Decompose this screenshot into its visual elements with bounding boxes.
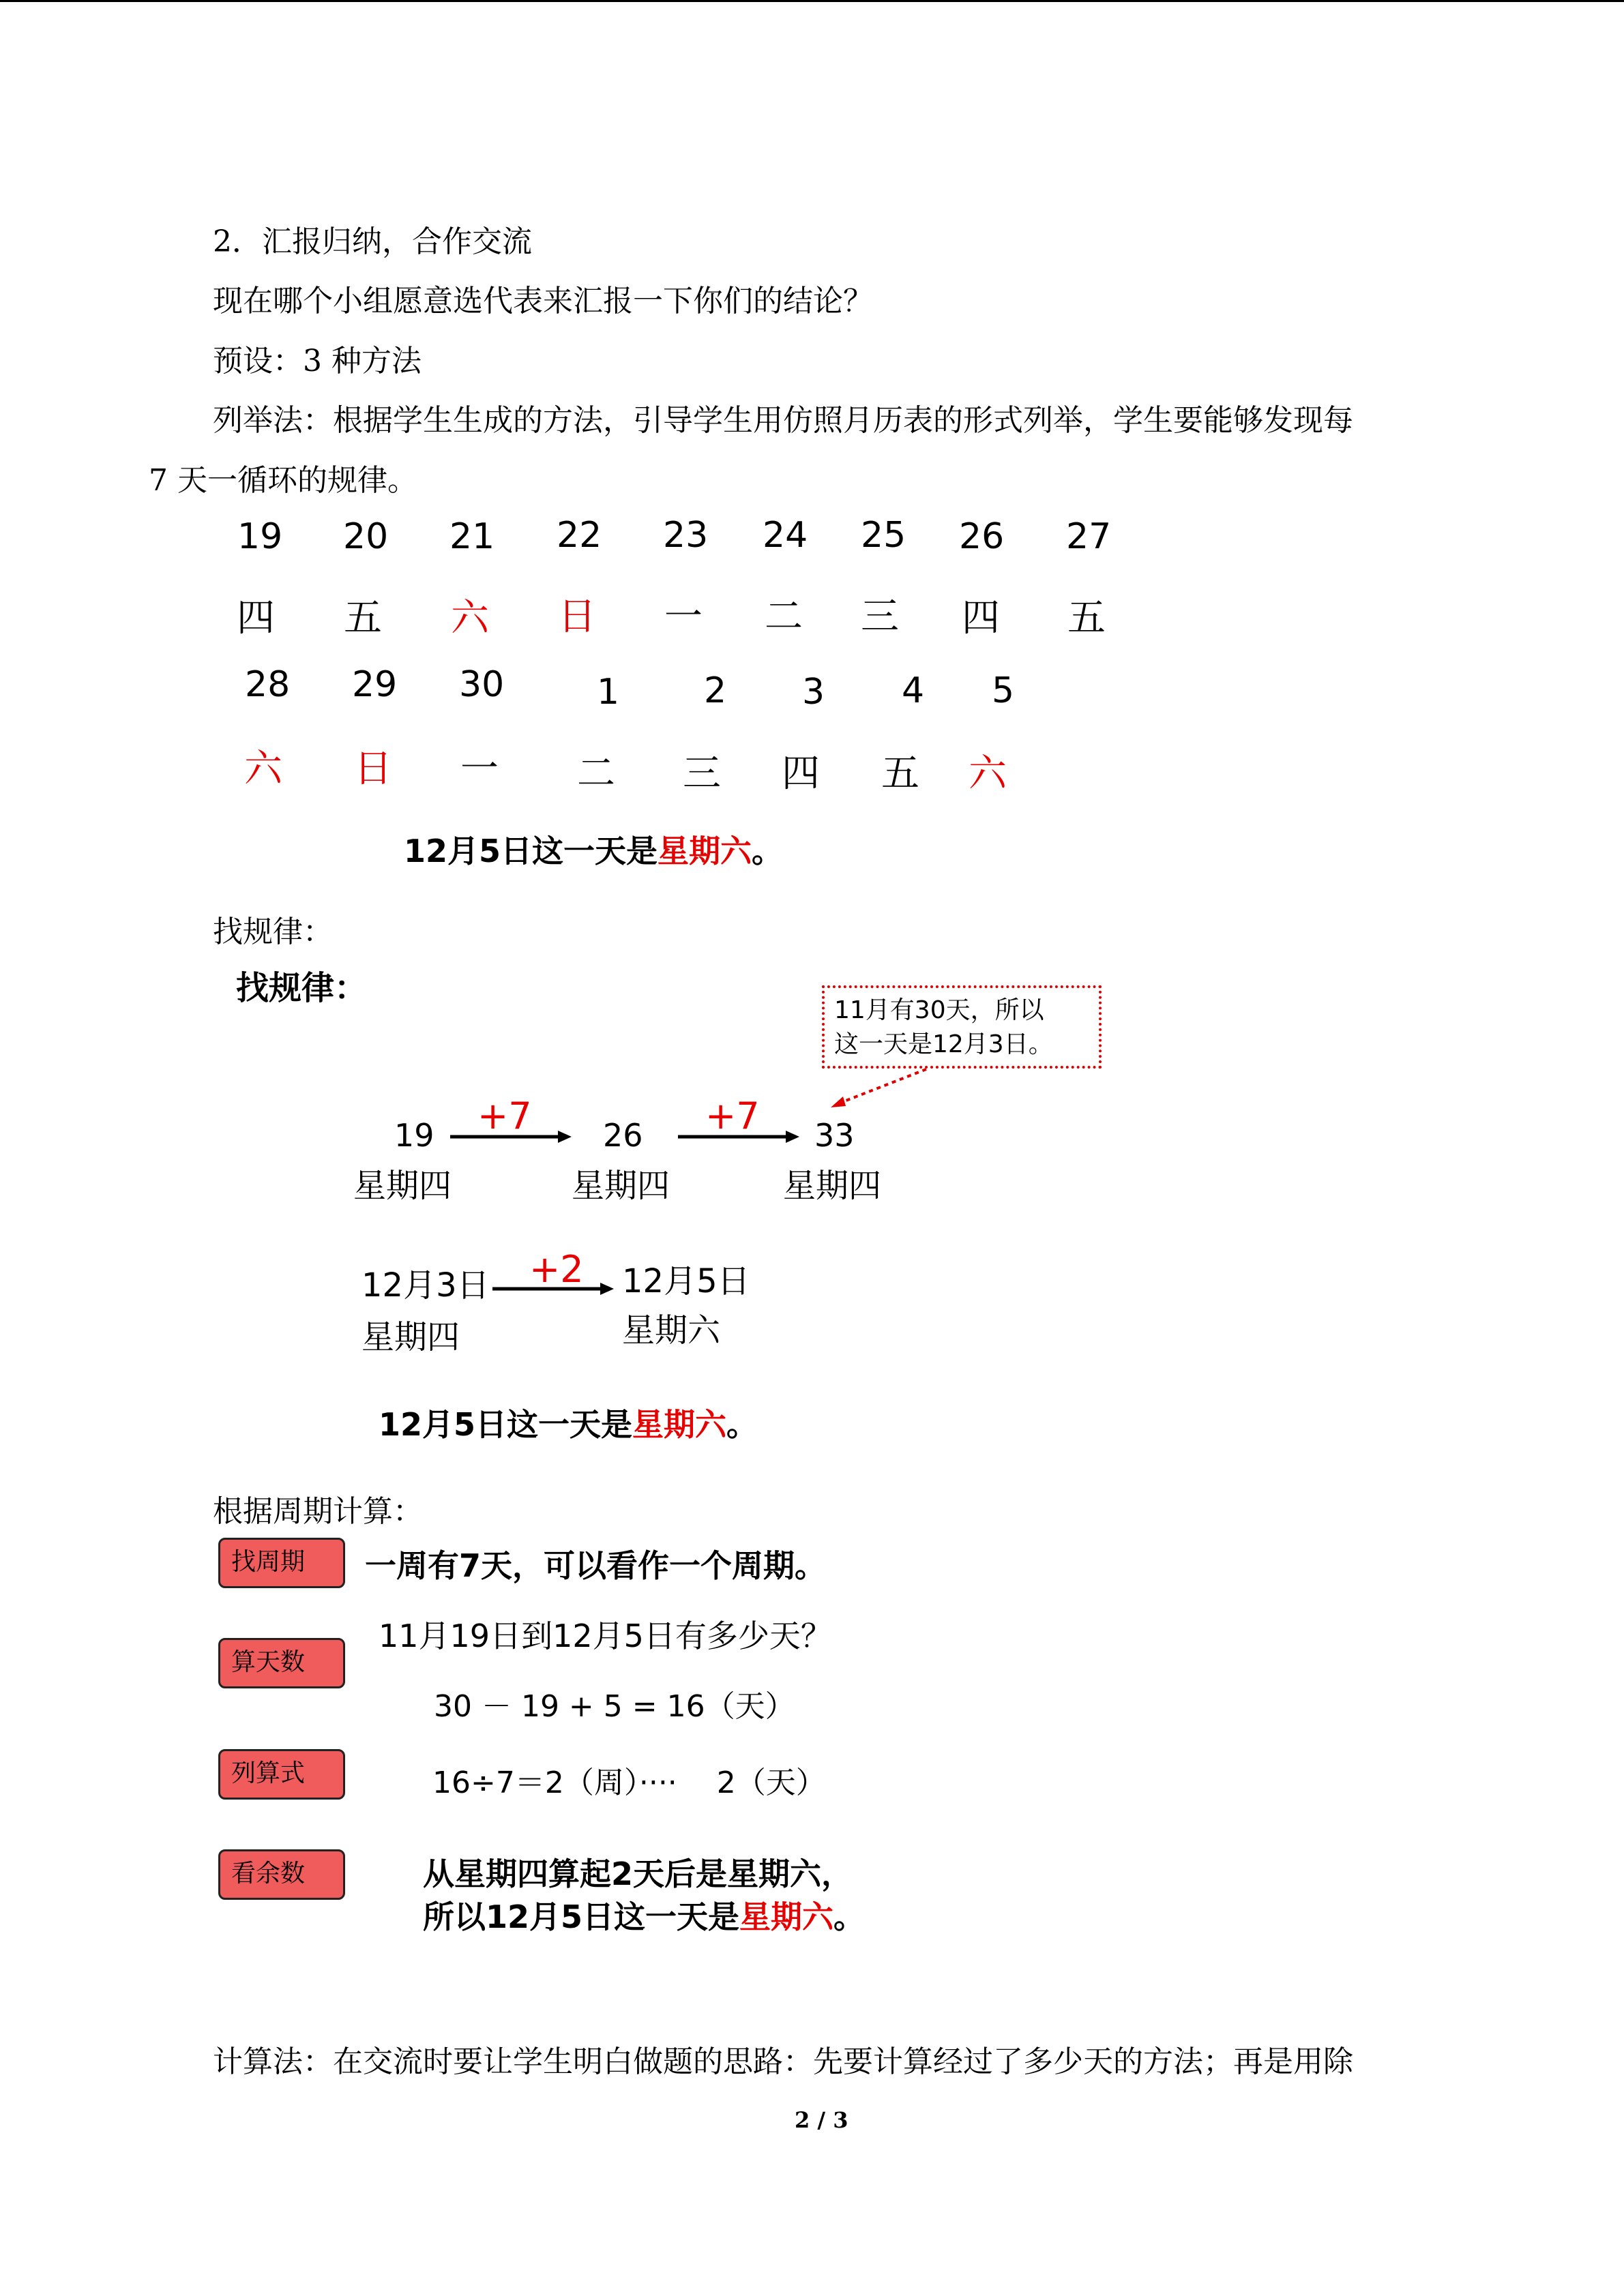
preset-text: 预设：3 种方法 [213,344,422,378]
calendar-weekday: 二 [577,751,615,796]
calendar-day: 2 [704,670,727,711]
chain2-plus: +2 [529,1248,584,1291]
conclusion-1 [404,826,783,871]
step-tag-count-days: 算天数 [218,1638,345,1688]
calendar-day: 29 [352,664,398,705]
calendar-weekday: 五 [344,596,382,640]
calendar-weekday-weekend: 六 [244,747,282,791]
calendar-day: 26 [959,516,1005,557]
conclusion-2-answer: 星期六 [632,1406,727,1443]
note-line-1: 11月有30天，所以 [834,996,1044,1024]
calendar-day: 27 [1066,516,1112,557]
step-tag-write-formula: 列算式 [218,1749,345,1800]
calendar-weekday: 四 [782,751,820,796]
pattern-label-big: 找规律： [236,969,368,1007]
step-text-4a: 从星期四算起2天后是星期六， [423,1855,853,1892]
calendar-day: 25 [861,515,906,556]
chain-weekday-3: 星期四 [783,1167,882,1205]
chain-number-1: 19 [394,1117,434,1154]
chain2-weekday-1: 星期四 [361,1318,460,1356]
conclusion-1-suffix: 。 [752,833,784,869]
callout-pointer-arrow [825,1064,934,1112]
calendar-weekday: 五 [1067,596,1106,640]
calendar-weekday-weekend: 日 [558,595,596,639]
step-text-2a: 11月19日到12月5日有多少天？ [379,1617,832,1654]
section-heading: 2．汇报归纳，合作交流 [213,224,532,259]
pattern-label-small: 找规律： [213,914,333,949]
step-text-4b-answer: 星期六 [739,1898,834,1935]
calendar-weekday: 五 [881,751,919,796]
conclusion-1-answer: 星期六 [658,833,752,869]
calendar-day: 19 [237,516,283,557]
chain-plus-1: +7 [477,1094,532,1137]
calendar-day: 3 [802,672,825,713]
note-callout [822,985,1102,1069]
arrow-right-icon [450,1129,573,1145]
chain-weekday-2: 星期四 [572,1167,670,1205]
calendar-weekday-weekend: 六 [969,751,1007,796]
calendar-weekday: 一 [664,595,703,639]
calendar-day: 30 [459,664,505,705]
step-text-4b-prefix: 所以12月5日这一天是 [423,1898,740,1935]
calendar-weekday: 三 [683,751,721,796]
calendar-day: 4 [902,670,925,711]
calendar-weekday: 四 [237,596,275,640]
calendar-day: 23 [663,515,709,556]
calendar-day: 5 [992,670,1015,711]
arrow-right-icon [678,1129,801,1145]
page-number: 2 / 3 [795,2107,848,2133]
enumeration-line-1: 列举法：根据学生生成的方法，引导学生用仿照月历表的形式列举，学生要能够发现每 [213,403,1353,438]
calendar-weekday: 二 [765,595,803,639]
chain-plus-2: +7 [705,1094,760,1137]
calendar-weekday: 四 [962,596,1000,640]
top-border-line [0,0,1624,2]
calc-method-text: 计算法：在交流时要让学生明白做题的思路：先要计算经过了多少天的方法；再是用除 [213,2044,1353,2079]
calendar-weekday-weekend: 日 [354,747,392,791]
calendar-day: 28 [245,664,291,705]
conclusion-2 [379,1400,758,1445]
step-text-3: 16÷7＝2（周）···· 2（天） [432,1765,826,1800]
calendar-day: 20 [343,516,389,557]
calendar-weekday-weekend: 六 [451,596,489,640]
step-text-1: 一周有7天，可以看作一个周期。 [365,1547,827,1584]
conclusion-1-prefix: 12月5日这一天是 [404,833,658,869]
period-label: 根据周期计算： [213,1494,423,1529]
conclusion-2-prefix: 12月5日这一天是 [379,1406,633,1443]
calendar-weekday: 一 [460,747,499,791]
question-text: 现在哪个小组愿意选代表来汇报一下你们的结论？ [213,284,873,318]
chain-number-3: 33 [814,1117,855,1154]
calendar-day: 21 [449,516,495,557]
step-text-4b-suffix: 。 [833,1898,866,1935]
note-line-2: 这一天是12月3日。 [834,1030,1053,1058]
calendar-day: 22 [557,515,602,556]
chain-weekday-1: 星期四 [353,1167,452,1205]
step-text-4b [423,1892,865,1937]
calendar-day: 1 [597,672,620,713]
calendar-day: 24 [763,515,808,556]
chain-number-2: 26 [603,1117,643,1154]
step-tag-find-period: 找周期 [218,1538,345,1588]
calendar-weekday: 三 [861,595,899,639]
step-text-2b: 30 － 19 + 5 = 16（天） [434,1689,795,1724]
chain2-date-1: 12月3日 [361,1266,490,1304]
chain2-date-2: 12月5日 [622,1262,750,1300]
arrow-right-icon [492,1281,615,1297]
step-tag-check-remainder: 看余数 [218,1849,345,1900]
chain2-weekday-2: 星期六 [622,1311,721,1350]
enumeration-line-2: 7 天一循环的规律。 [149,463,417,498]
conclusion-2-suffix: 。 [726,1406,758,1443]
